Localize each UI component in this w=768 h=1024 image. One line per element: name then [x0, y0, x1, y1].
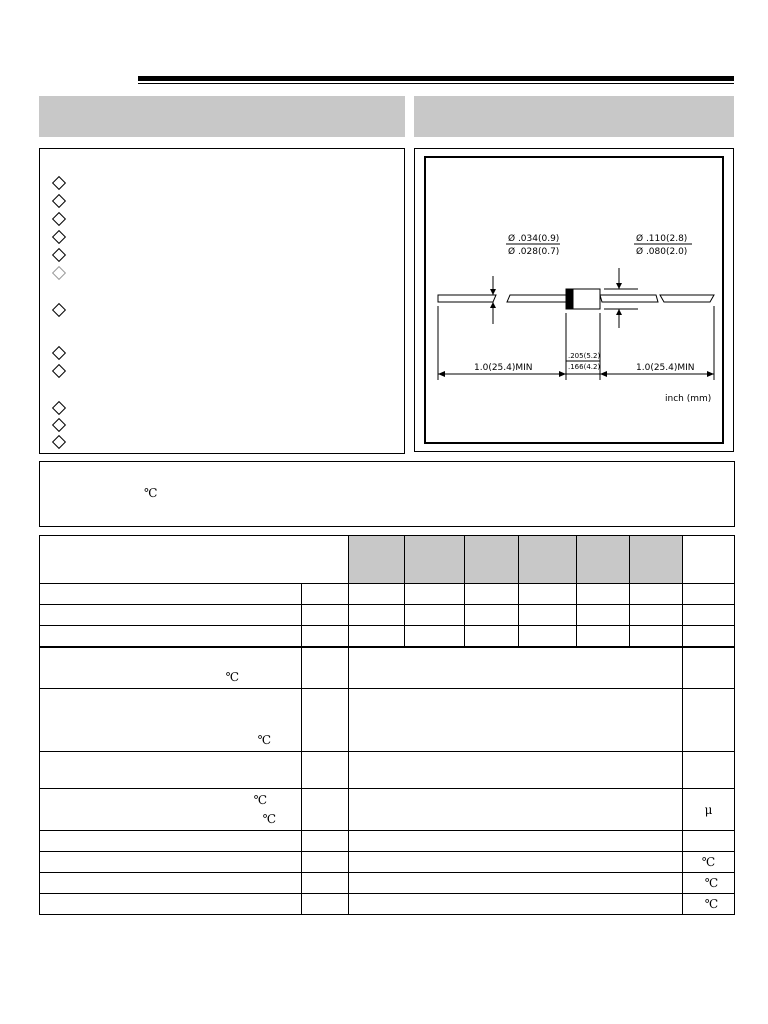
part-col-5: [577, 536, 630, 584]
table-row: [40, 647, 735, 689]
lead-left-outer: [438, 295, 496, 302]
diamond-bullet-icon: [52, 435, 66, 449]
feature-bullet: [52, 212, 64, 226]
diamond-bullet-icon: [52, 303, 66, 317]
body-len-max-label: .205(5.2): [568, 352, 601, 360]
feature-bullet: [52, 176, 64, 190]
lead-left-inner: [507, 295, 566, 302]
row9-unit-cell: ℃: [683, 852, 735, 873]
table-row: [40, 689, 735, 752]
part-col-6: [630, 536, 683, 584]
features-box: [39, 148, 405, 454]
table-row: [40, 584, 735, 605]
feature-bullet: [52, 303, 64, 317]
diamond-bullet-icon: [52, 364, 66, 378]
part-col-4: [519, 536, 577, 584]
lead-dia-max-label: Ø .034(0.9): [508, 234, 560, 244]
table-row: [40, 789, 735, 831]
row4-temp-symbol: ℃: [225, 670, 239, 684]
table-row: [40, 752, 735, 789]
diamond-bullet-icon: [52, 401, 66, 415]
part-col-3: [465, 536, 519, 584]
units-header-cell: [683, 536, 735, 584]
table-row: [40, 605, 735, 626]
cathode-band: [566, 289, 573, 309]
features-header: [39, 96, 405, 137]
feature-bullet: [52, 248, 64, 262]
diamond-bullet-icon: [52, 248, 66, 262]
lead-len-left-label: 1.0(25.4)MIN: [474, 363, 533, 373]
lead-right-outer: [660, 295, 714, 302]
ratings-temp-symbol: ℃: [144, 486, 158, 500]
title-rule-thin: [138, 83, 734, 84]
feature-bullet: [52, 364, 64, 378]
diamond-bullet-icon: [52, 212, 66, 226]
ratings-note-box: [39, 461, 735, 527]
diamond-bullet-icon: [52, 176, 66, 190]
body-len-min-label: .166(4.2): [568, 363, 601, 371]
feature-bullet: [52, 230, 64, 244]
title-rule-thick: [138, 76, 734, 81]
lead-right-inner: [600, 295, 658, 302]
row5-temp-symbol: ℃: [257, 733, 271, 747]
feature-bullet: [52, 401, 64, 415]
package-header: [414, 96, 734, 137]
body-dia-min-label: Ø .080(2.0): [636, 247, 688, 257]
package-drawing: [426, 158, 722, 442]
table-row: [40, 894, 735, 915]
table-row: [40, 831, 735, 852]
param-header-cell: [40, 536, 349, 584]
body-dia-max-label: Ø .110(2.8): [636, 234, 688, 244]
diamond-bullet-icon: [52, 266, 66, 280]
diamond-bullet-icon: [52, 346, 66, 360]
table-row: [40, 852, 735, 873]
table-row: [40, 873, 735, 894]
feature-bullet: [52, 418, 64, 432]
feature-bullet: [52, 266, 64, 280]
row11-unit-cell: ℃: [683, 894, 735, 915]
unit-note: inch (mm): [665, 394, 712, 404]
row7b-temp-symbol: ℃: [262, 812, 276, 826]
part-col-2: [405, 536, 465, 584]
lead-dia-min-label: Ø .028(0.7): [508, 247, 560, 257]
diamond-bullet-icon: [52, 230, 66, 244]
feature-bullet: [52, 435, 64, 449]
table-row: [40, 626, 735, 647]
diamond-bullet-icon: [52, 194, 66, 208]
row7-unit-cell: μ: [683, 789, 735, 831]
lead-len-right-label: 1.0(25.4)MIN: [636, 363, 695, 373]
diamond-bullet-icon: [52, 418, 66, 432]
feature-bullet: [52, 346, 64, 360]
part-col-1: [349, 536, 405, 584]
feature-bullet: [52, 194, 64, 208]
table-header-row: [40, 536, 735, 584]
spec-table: [39, 535, 735, 915]
row10-unit-cell: ℃: [683, 873, 735, 894]
row7a-temp-symbol: ℃: [253, 793, 267, 807]
